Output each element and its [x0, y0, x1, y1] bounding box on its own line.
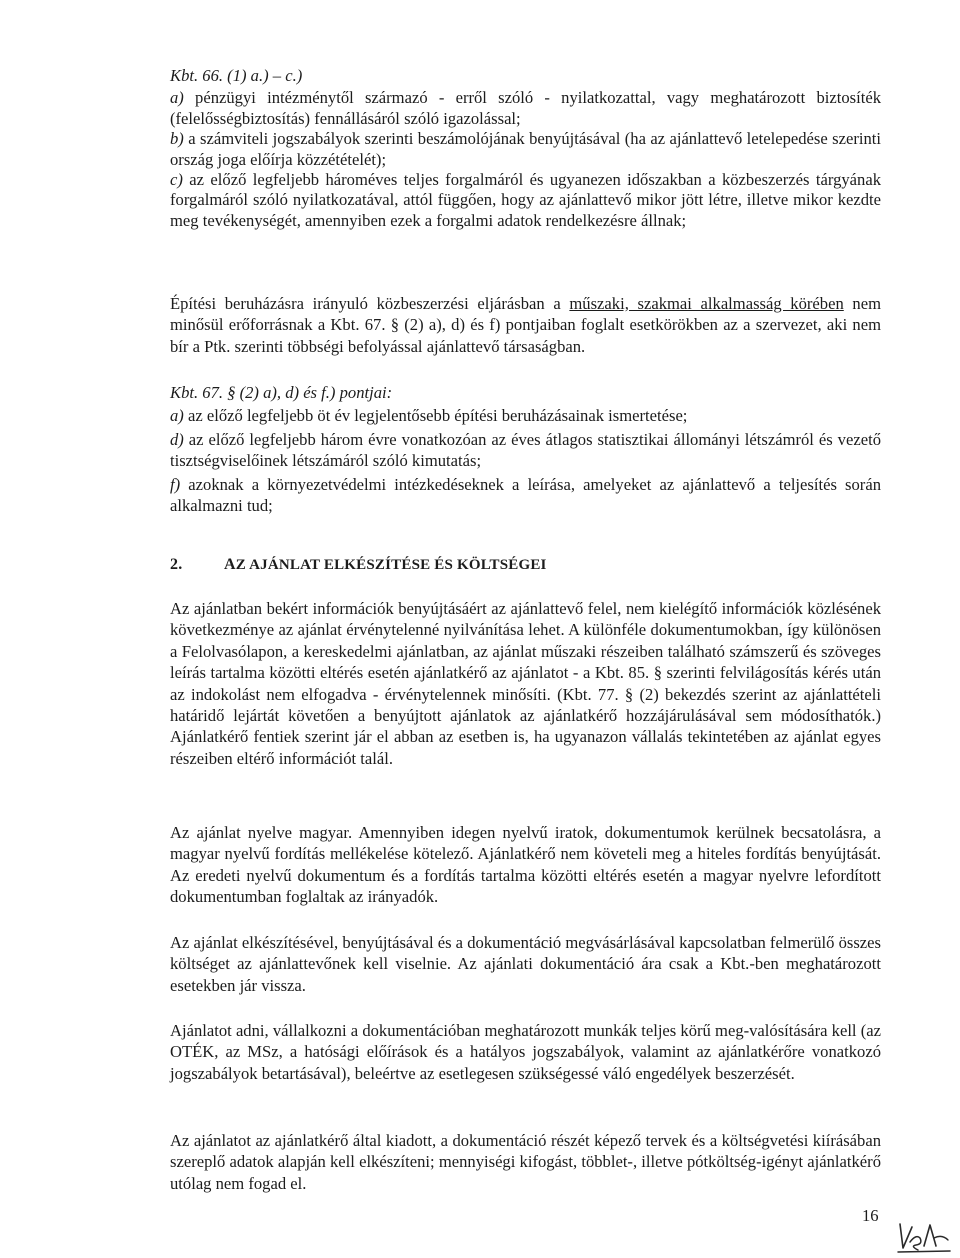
section-heading: 2. AZ AJÁNLAT ELKÉSZÍTÉSE ÉS KÖLTSÉGEI — [170, 556, 547, 573]
handwritten-initials-signature — [896, 1218, 952, 1256]
kbt66-reference: Kbt. 66. (1) a.) – c.) — [170, 66, 303, 85]
paragraph-language: Az ajánlat nyelve magyar. Amennyiben idegen nyelvű iratok, dokumentumok kerülnek becsatolásra, a magyar nyelvű fordítás mellékelése kötelező. Ajánlatkérő nem követeli meg a hiteles fordítás benyújtását. Az eredeti nyelvű dokumentum és a fordítás tartalma közötti eltérés esetén a magyar nyelvre lefordított dokumentumban foglaltak az irányadók. — [170, 823, 881, 907]
kbt67-item-a: a) az előző legfeljebb öt év legjelentősebb építési beruházásainak ismertetése; — [170, 406, 688, 426]
kbt66-item-a: a) pénzügyi intézménytől származó - erről szóló - nyilatkozattal, vagy meghatározott biztosíték (felelősségbiztosítás) fennállásáról szóló igazolással; — [170, 88, 881, 128]
section-number: 2. — [170, 556, 183, 573]
section-title: Z AJÁNLAT ELKÉSZÍTÉSE ÉS KÖLTSÉGEI — [235, 557, 547, 573]
paragraph-costs: Az ajánlat elkészítésével, benyújtásával és a dokumentáció megvásárlásával kapcsolatban felmerülő összes költséget az ajánlattevőnek kell viselnie. Az ajánlati dokumentáció ára csak a Kbt.-ben meghatározott esetekben jár vissza. — [170, 933, 881, 995]
kbt67-item-d: d) az előző legfeljebb három évre vonatkozóan az éves átlagos statisztikai állományi létszámról és vezető tisztségviselőinek létszámáról szóló kimutatás; — [170, 429, 881, 471]
kbt67-reference: Kbt. 67. § (2) a), d) és f.) pontjai: — [170, 383, 393, 402]
construction-paragraph: Építési beruházásra irányuló közbeszerzési eljárásban a műszaki, szakmai alkalmasság körében nem minősül erőforrásnak a Kbt. 67. § (2) a), d) és f) pontjaiban foglalt esetkörökben az a szervezet, aki nem bír a Ptk. szerinti többségi befolyással ajánlattevő társaságban. — [170, 294, 882, 356]
kbt67-block — [170, 382, 881, 516]
kbt66-item-b: b) a számviteli jogszabályok szerinti beszámolójának benyújtásával (ha az ajánlattevő letelepedése szerinti ország joga előírja közzétételét); — [170, 129, 881, 169]
kbt66-block — [170, 66, 881, 231]
page-number: 16 — [862, 1206, 879, 1225]
kbt66-item-c: c) az előző legfeljebb hároméves teljes forgalmáról és ugyanezen időszakban a közbeszerzés tárgyának forgalmáról szóló nyilatkozatával, attól függően, hogy az ajánlattevő mikor jött létre, illetve mikor kezdte meg tevékenységét, amennyiben ezek a forgalmi adatok rendelkezésre állnak; — [170, 170, 881, 230]
paragraph-info-responsibility: Az ajánlatban bekért információk benyújtásáért az ajánlattevő felel, nem kielégítő információk közlésének következménye az ajánlat érvénytelenné nyilvánítása lehet. A különféle dokumentumokban, így különösen a Felolvasólapon, a kereskedelmi ajánlatban, az ajánlat műszaki részeiben található számszerű és szöveges leírás tartalma közötti eltérés esetén ajánlatkérő az ajánlatot - a Kbt. 85. § szerinti felvilágosítás kérés után az indokolást nem elfogadva - érvénytelennek minősíti. (Kbt. 77. § (2) bekezdés szerint az ajánlattételi határidő lejártát követően a benyújtott ajánlatok az ajánlatkérő hozzájárulásával sem módosíthatók.) Ajánlatkérő fentiek szerint jár el abban az esetben is, ha ugyanazon vállalás tekintetében az ajánlat egyes részeiben eltérő információt talál. — [170, 599, 881, 768]
kbt67-item-f: f) azoknak a környezetvédelmi intézkedéseknek a leírása, amelyeket az ajánlattevő a teljesítés során alkalmazni tud; — [170, 474, 881, 516]
paragraph-scope: Ajánlatot adni, vállalkozni a dokumentációban meghatározott munkák teljes körű meg-valósítására kell (az OTÉK, az MSz, a hatósági előírások és a hatályos jogszabályok, valamint az ajánlatkérőre vonatkozó jogszabályok betartásával), beleértve az esetlegesen szükségessé váló engedélyek beszerzését. — [170, 1021, 881, 1083]
paragraph-plans: Az ajánlatot az ajánlatkérő által kiadott, a dokumentáció részét képező tervek és a költségvetési kiírásában szereplő adatok alapján kell elkészíteni; mennyiségi kifogást, többlet-, illetve pótköltség-igényt ajánlatkérő utólag nem fogad el. — [170, 1131, 881, 1193]
underlined-phrase: műszaki, szakmai alkalmasság körében — [569, 294, 844, 313]
